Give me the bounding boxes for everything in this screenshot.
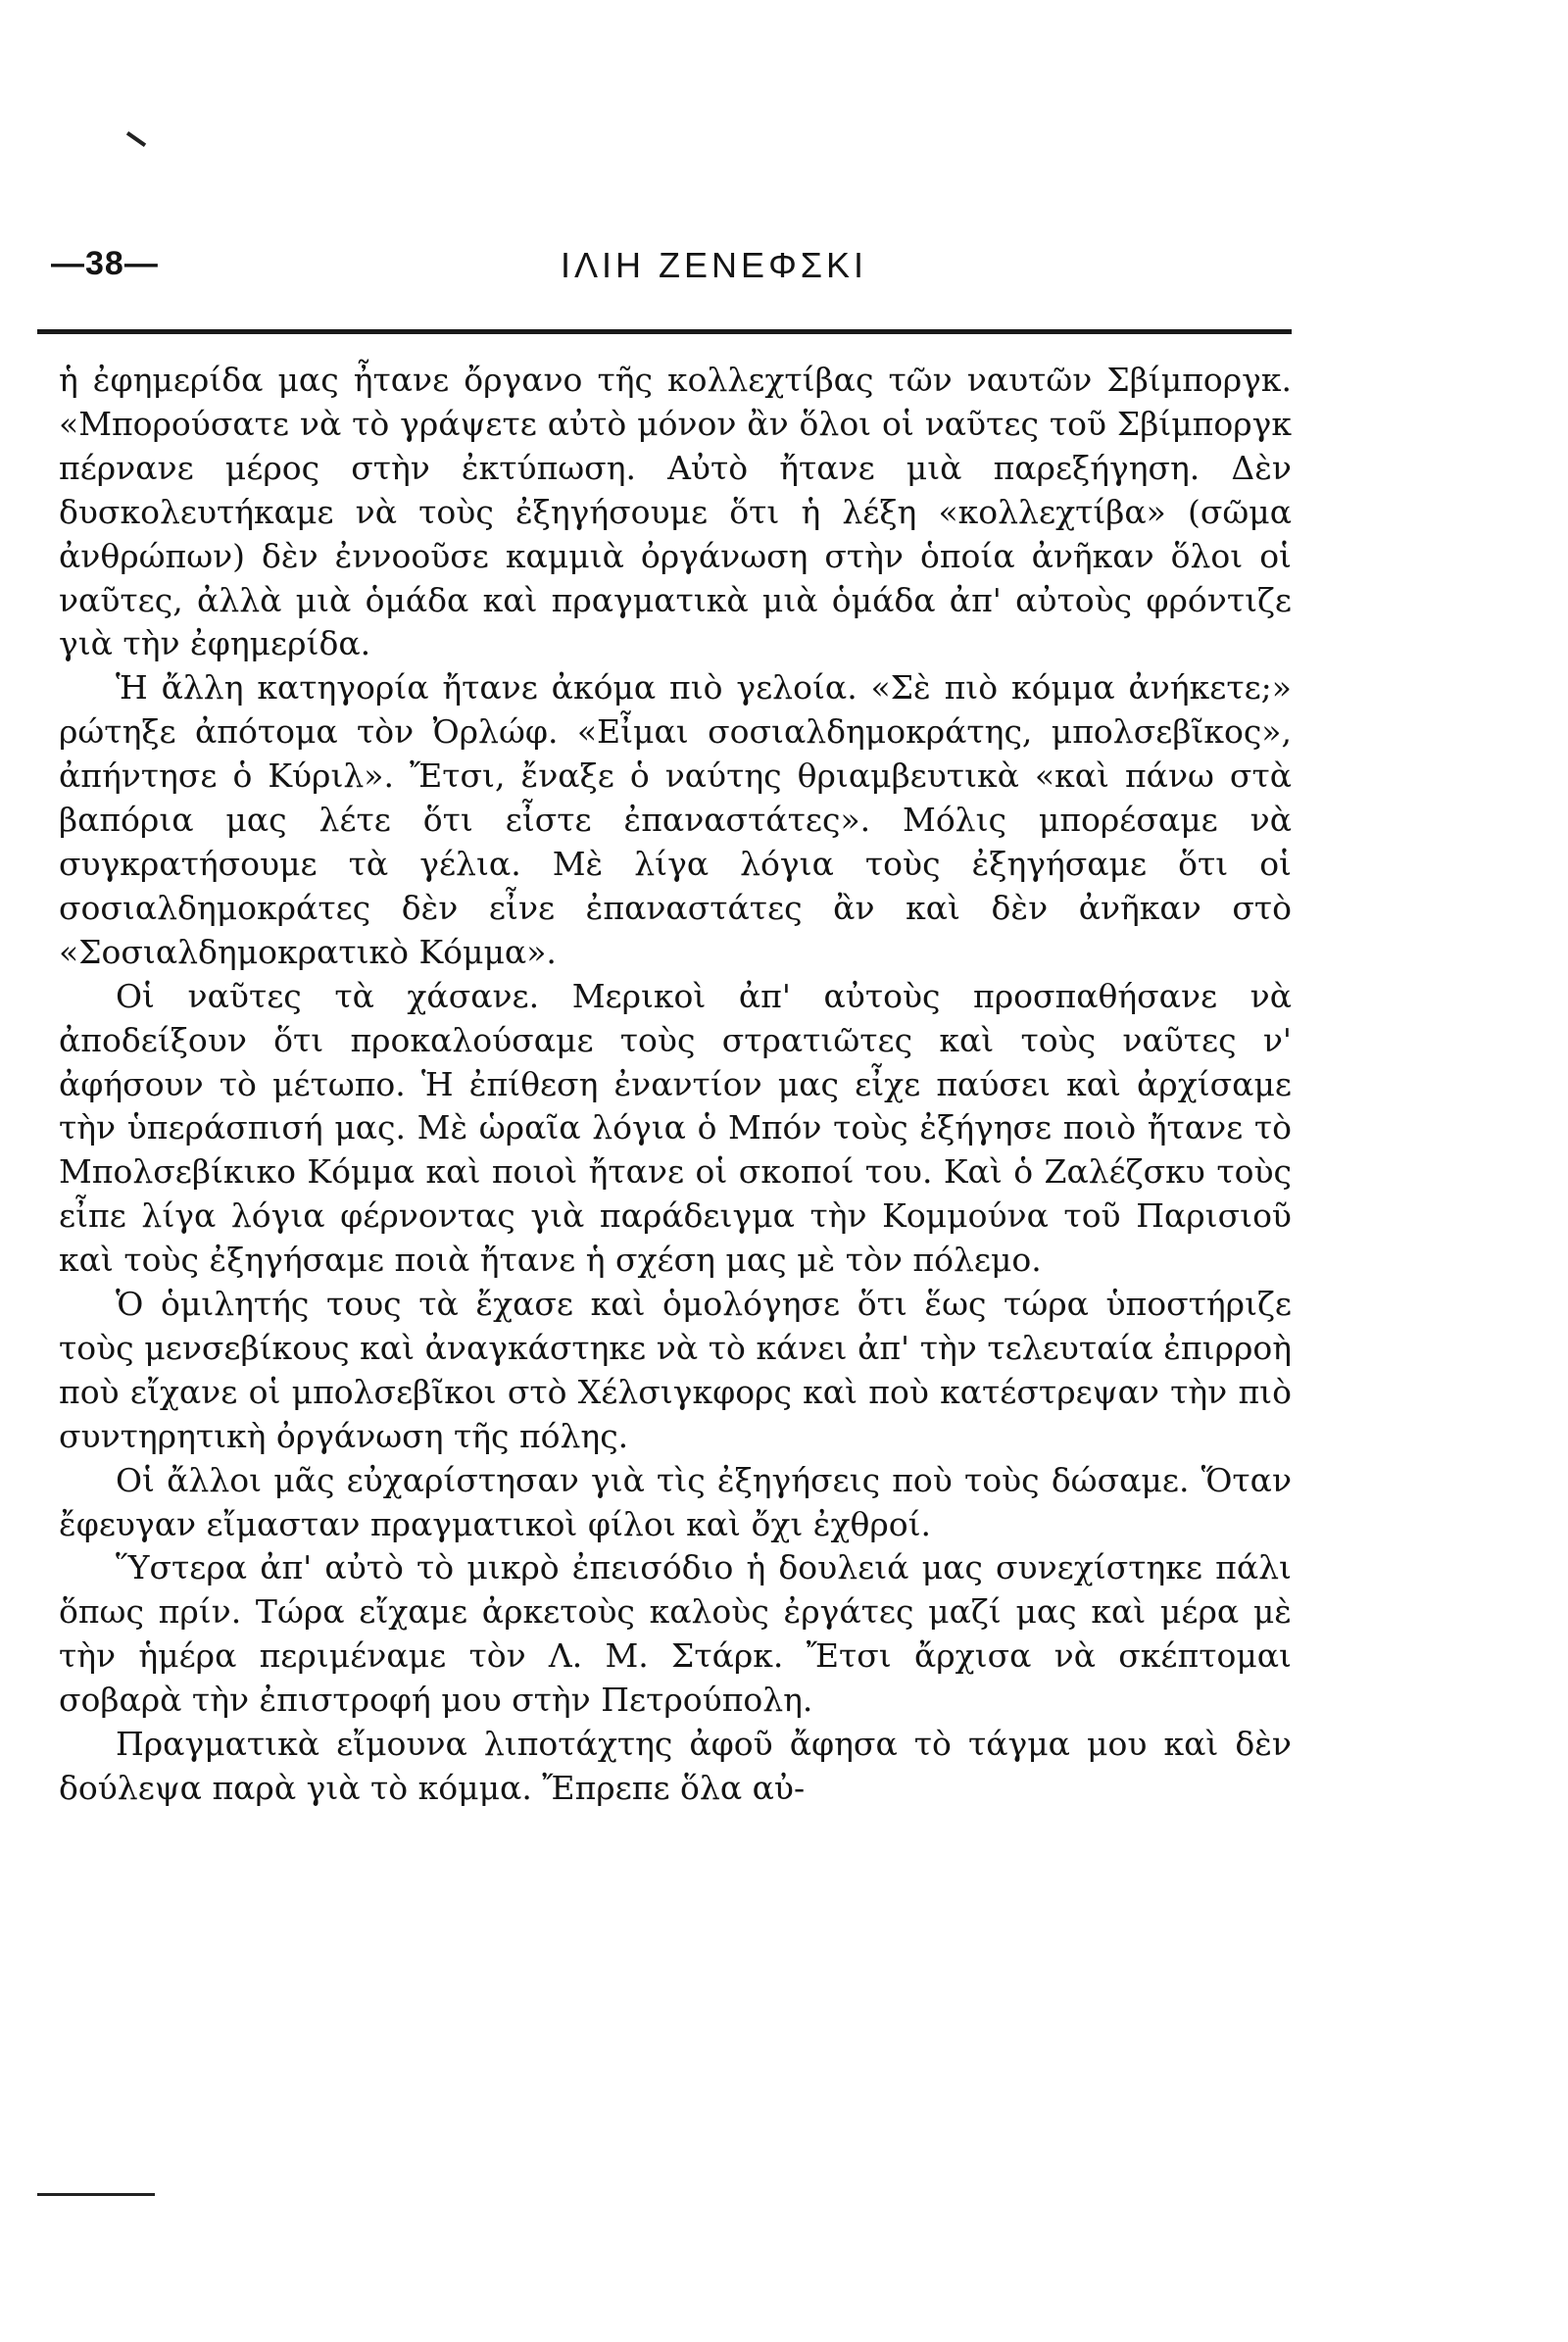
body-text	[59, 359, 1292, 1811]
paragraph: Ὕστερα ἀπ' αὐτὸ τὸ μικρὸ ἐπεισόδιο ἡ δουλειά μας συνεχίστηκε πάλι ὅπως πρίν. Τώρα εἴχαμε ἀρκετοὺς καλοὺς ἐργάτες μαζί μας καὶ μέρα μὲ τὴν ἡμέρα περιμέναμε τὸν Λ. Μ. Στάρκ. Ἔτσι ἄρχισα νὰ σκέπτομαι σοβαρὰ τὴν ἐπιστροφή μου στὴν Πετρούπολη.	[59, 1548, 1292, 1720]
paragraph: Οἱ ναῦτες τὰ χάσανε. Μερικοὶ ἀπ' αὐτοὺς προσπαθήσανε νὰ ἀποδείξουν ὅτι προκαλούσαμε τοὺς στρατιῶτες καὶ τοὺς ναῦτες ν' ἀφήσουν τὸ μέτωπο. Ἡ ἐπίθεση ἐναντίον μας εἶχε παύσει καὶ ἀρχίσαμε τὴν ὑπεράσπισή μας. Μὲ ὡραῖα λόγια ὁ Μπόν τοὺς ἐξήγησε ποιὸ ἤτανε τὸ Μπολσεβίκικο Κόμμα καὶ ποιοὶ ἤτανε οἱ σκοποί του. Καὶ ὁ Ζαλέζσκυ τοὺς εἶπε λίγα λόγια φέρνοντας γιὰ παράδειγμα τὴν Κομμούνα τοῦ Παρισιοῦ καὶ τοὺς ἐξηγήσαμε ποιὰ ἤτανε ἡ σχέση μας μὲ τὸν πόλεμο.	[59, 976, 1292, 1280]
running-head: ΙΛΙΗ ΖΕΝΕΦΣΚΙ	[561, 245, 868, 285]
paragraph: Οἱ ἄλλοι μᾶς εὐχαρίστησαν γιὰ τὶς ἐξηγήσεις ποὺ τοὺς δώσαμε. Ὅταν ἔφευγαν εἴμασταν πραγματικοὶ φίλοι καὶ ὄχι ἐχθροί.	[59, 1460, 1292, 1543]
footnote-rule	[37, 2193, 155, 2196]
stray-ink-mark	[126, 131, 146, 147]
page-number: —38—	[51, 245, 159, 282]
paragraph: Ὁ ὁμιλητής τους τὰ ἔχασε καὶ ὁμολόγησε ὅτι ἕως τώρα ὑποστήριζε τοὺς μενσεβίκους καὶ ἀναγκάστηκε νὰ τὸ κάνει ἀπ' τὴν τελευταία ἐπιρροὴ ποὺ εἴχανε οἱ μπολσεβῖκοι στὸ Χέλσιγκφορς καὶ ποὺ κατέστρεψαν τὴν πιὸ συντηρητικὴ ὀργάνωση τῆς πόλης.	[59, 1285, 1292, 1455]
paragraph: ἡ ἐφημερίδα μας ἦτανε ὄργανο τῆς κολλεχτίβας τῶν ναυτῶν Σβίμποργκ. «Μπορούσατε νὰ τὸ γράψετε αὐτὸ μόνον ἂν ὅλοι οἱ ναῦτες τοῦ Σβίμποργκ πέρνανε μέρος στὴν ἐκτύπωση. Αὐτὸ ἤτανε μιὰ παρεξήγηση. Δὲν δυσκολευτήκαμε νὰ τοὺς ἐξηγήσουμε ὅτι ἡ λέξη «κολλεχτίβα» (σῶμα ἀνθρώπων) δὲν ἐννοοῦσε καμμιὰ ὀργάνωση στὴν ὁποία ἀνῆκαν ὅλοι οἱ ναῦτες, ἀλλὰ μιὰ ὁμάδα καὶ πραγματικὰ μιὰ ὁμάδα ἀπ' αὐτοὺς φρόντιζε γιὰ τὴν ἐφημερίδα.	[59, 361, 1292, 663]
page-header	[51, 245, 1288, 298]
paragraph: Πραγματικὰ εἴμουνα λιποτάχτης ἀφοῦ ἄφησα τὸ τάγμα μου καὶ δὲν δούλεψα παρὰ γιὰ τὸ κόμμα. Ἔπρεπε ὅλα αὐ-	[59, 1725, 1292, 1807]
paragraph: Ἡ ἄλλη κατηγορία ἤτανε ἀκόμα πιὸ γελοία. «Σὲ πιὸ κόμμα ἀνήκετε;» ρώτηξε ἀπότομα τὸν Ὀρλώφ. «Εἶμαι σοσιαλδημοκράτης, μπολσεβῖκος», ἀπήντησε ὁ Κύριλ». Ἔτσι, ἔναξε ὁ ναύτης θριαμβευτικὰ «καὶ πάνω στὰ βαπόρια μας λέτε ὅτι εἶστε ἐπαναστάτες». Μόλις μπορέσαμε νὰ συγκρατήσουμε τὰ γέλια. Μὲ λίγα λόγια τοὺς ἐξηγήσαμε ὅτι οἱ σοσιαλδημοκράτες δὲν εἶνε ἐπαναστάτες ἂν καὶ δὲν ἀνῆκαν στὸ «Σοσιαλδημοκρατικὸ Κόμμα».	[59, 668, 1292, 971]
header-rule	[37, 329, 1292, 334]
